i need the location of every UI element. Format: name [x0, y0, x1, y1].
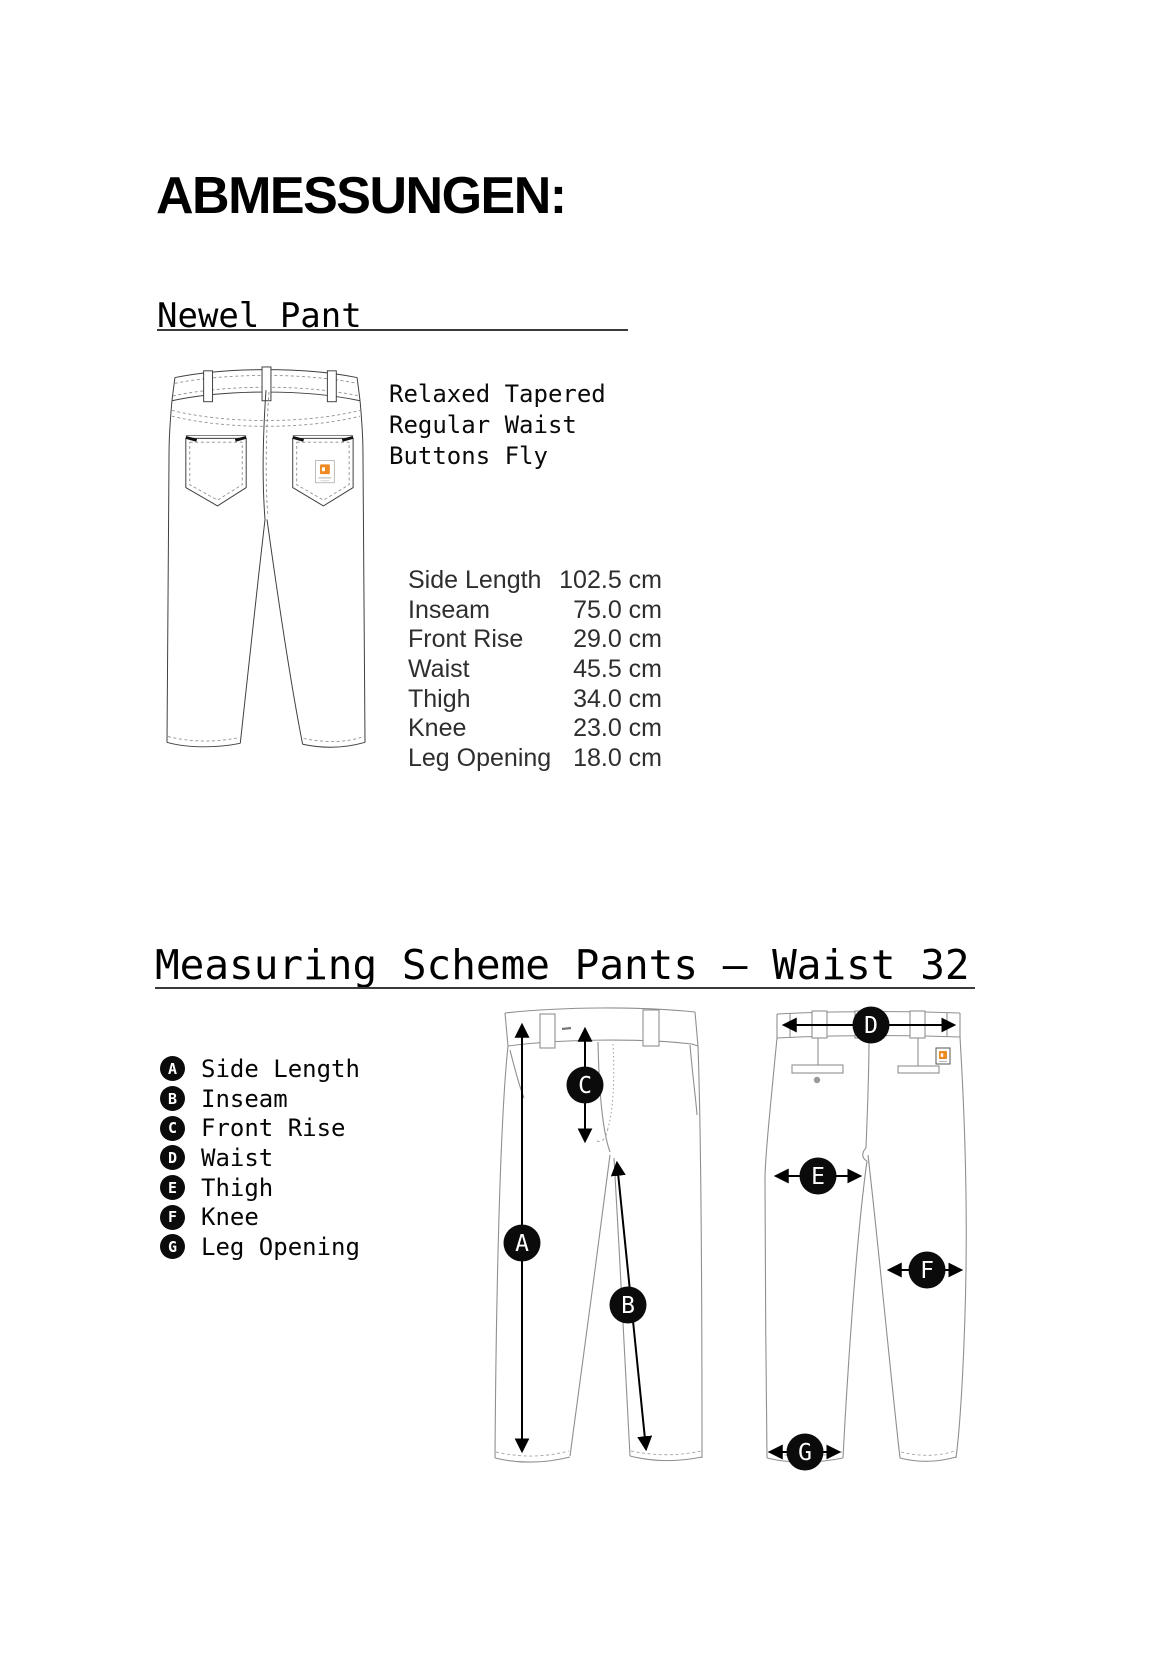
measurement-label: Thigh — [408, 684, 471, 713]
measurement-label: Waist — [408, 655, 470, 684]
pants-back-drawing — [167, 366, 365, 752]
measuring-diagram-front — [450, 1000, 710, 1480]
measurement-value: 18.0 cm — [573, 744, 662, 773]
measurement-label: Leg Opening — [408, 744, 552, 773]
measurement-value: 29.0 cm — [573, 625, 662, 654]
legend-item — [160, 1232, 360, 1262]
measurement-row — [408, 685, 662, 715]
svg-text:E: E — [811, 1164, 825, 1190]
legend-item — [160, 1113, 360, 1143]
legend-key-badge: B — [160, 1086, 185, 1111]
legend-key-badge: E — [160, 1175, 185, 1200]
measurement-label: Inseam — [408, 595, 490, 624]
svg-text:F: F — [920, 1258, 934, 1284]
scheme-title: Measuring Scheme Pants – Waist 32 — [155, 941, 970, 989]
belt-loop — [262, 367, 271, 401]
belt-loop — [204, 371, 213, 402]
legend-item — [160, 1202, 360, 1232]
marker-C — [567, 1067, 604, 1104]
legend-label: Front Rise — [201, 1114, 346, 1143]
legend-item — [160, 1143, 360, 1173]
legend-key-badge: F — [160, 1205, 185, 1230]
legend-label: Side Length — [201, 1054, 360, 1083]
feature-fit: Relaxed Tapered — [389, 380, 606, 408]
marker-B — [610, 1287, 647, 1324]
page-title: ABMESSUNGEN: — [156, 167, 566, 225]
measurement-value: 102.5 cm — [559, 566, 662, 594]
measuring-diagram-back — [755, 1000, 965, 1480]
brand-label — [316, 461, 335, 483]
legend-label: Thigh — [201, 1173, 274, 1202]
feature-fly: Buttons Fly — [389, 442, 548, 470]
svg-text:G: G — [798, 1440, 812, 1466]
measurement-row — [408, 714, 662, 744]
marker-G — [787, 1434, 824, 1471]
measurement-row — [408, 596, 662, 626]
product-features — [389, 379, 606, 472]
brand-label — [936, 1048, 950, 1064]
measurement-value: 34.0 cm — [573, 684, 662, 713]
measurement-row — [408, 655, 662, 685]
product-name: Newel Pant — [157, 296, 362, 336]
legend-item — [160, 1173, 360, 1203]
measurement-label: Front Rise — [408, 625, 524, 654]
feature-waist: Regular Waist — [389, 411, 577, 439]
measurement-row — [408, 566, 662, 596]
marker-A — [504, 1225, 541, 1262]
legend-label: Waist — [201, 1143, 274, 1172]
measurement-value: 23.0 cm — [573, 714, 662, 743]
measurements-table — [408, 566, 662, 774]
legend-item — [160, 1054, 360, 1084]
belt-loop — [327, 371, 336, 402]
measurement-label: Side Length — [408, 566, 542, 594]
marker-D — [853, 1007, 890, 1044]
legend-key-badge: C — [160, 1116, 185, 1141]
measurement-label: Knee — [408, 714, 467, 743]
marker-F — [909, 1252, 946, 1289]
legend-label: Inseam — [201, 1084, 288, 1113]
svg-text:B: B — [621, 1293, 635, 1319]
legend-key-badge: D — [160, 1145, 185, 1170]
scheme-divider — [155, 987, 975, 989]
legend-label: Leg Opening — [201, 1232, 360, 1261]
product-divider — [157, 329, 628, 331]
measurement-row — [408, 744, 662, 774]
svg-text:A: A — [515, 1231, 529, 1257]
measurement-value: 75.0 cm — [573, 595, 662, 624]
legend-label: Knee — [201, 1203, 259, 1232]
measurement-value: 45.5 cm — [573, 655, 662, 684]
legend-key-badge: A — [160, 1056, 185, 1081]
legend-item — [160, 1084, 360, 1114]
svg-text:C: C — [578, 1073, 592, 1099]
marker-E — [800, 1158, 837, 1195]
measurement-row — [408, 625, 662, 655]
svg-text:D: D — [864, 1013, 878, 1039]
scheme-legend — [160, 1054, 360, 1262]
pocket-button — [814, 1077, 820, 1083]
legend-key-badge: G — [160, 1234, 185, 1259]
